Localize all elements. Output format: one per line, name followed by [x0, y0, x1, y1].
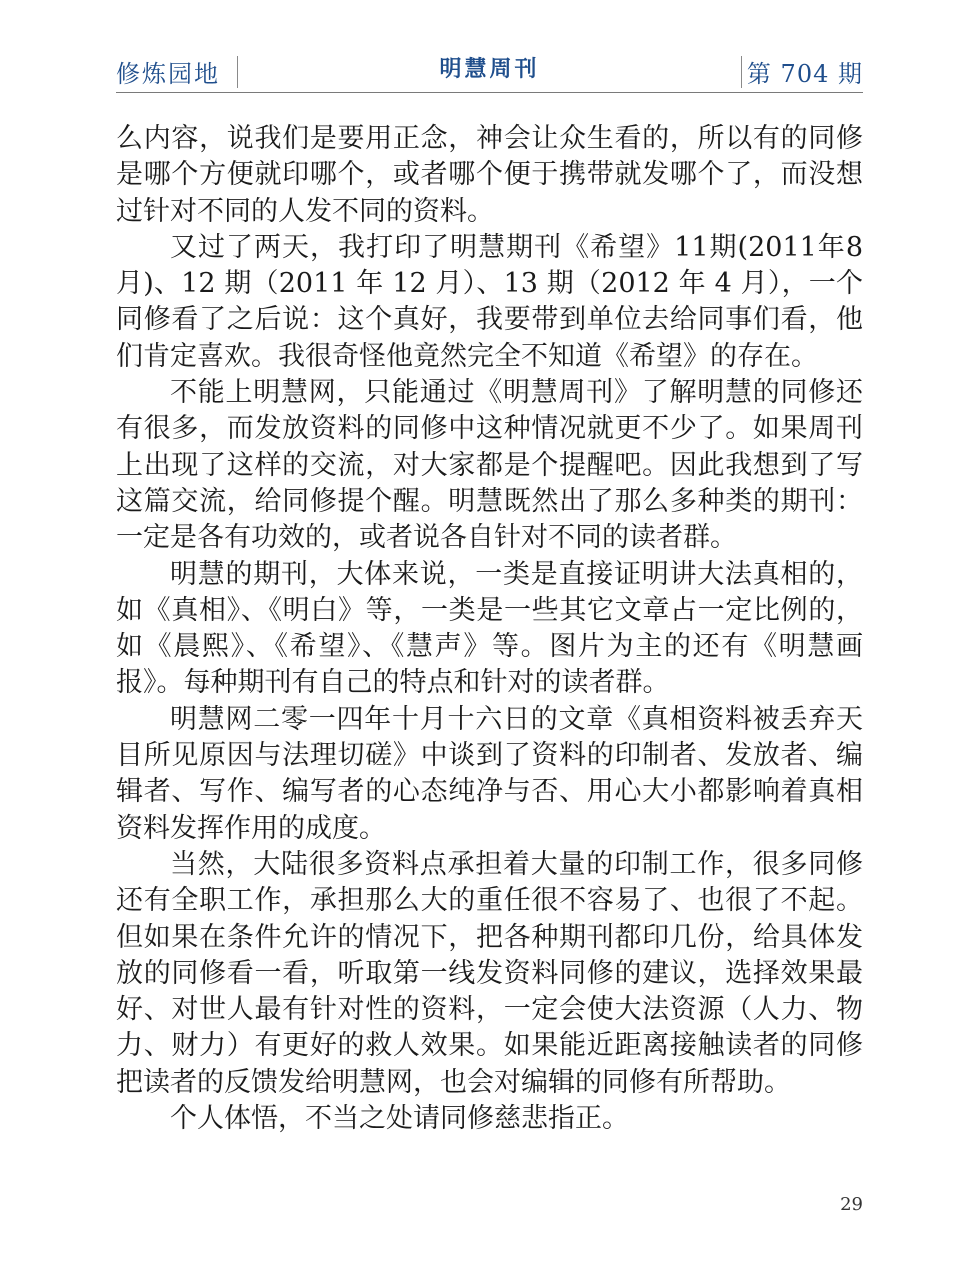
paragraph: 明慧的期刊，大体来说，一类是直接证明讲大法真相的，如《真相》、《明白》等，一类是一些其它文章占一定比例的，如《晨熙》、《希望》、《慧声》等。图片为主的还有《明慧画报》。每种期刊有自己的特点和针对的读者群。 — [116, 558, 863, 699]
paragraph: 明慧网二零一四年十月十六日的文章《真相资料被丢弃天目所见原因与法理切磋》中谈到了资料的印制者、发放者、编辑者、写作、编写者的心态纯净与否、用心大小都影响着真相资料发挥作用的成度。 — [116, 703, 863, 844]
page-number: 29 — [840, 1194, 863, 1215]
article-body — [116, 121, 863, 1137]
publication-title: 明慧周刊 — [439, 57, 540, 82]
header-divider-right — [741, 56, 742, 88]
paragraph: 不能上明慧网，只能通过《明慧周刊》了解明慧的同修还有很多，而发放资料的同修中这种情况就更不少了。如果周刊上出现了这样的交流，对大家都是个提醒吧。因此我想到了写这篇交流，给同修提个醒。明慧既然出了那么多种类的期刊：一定是各有功效的，或者说各自针对不同的读者群。 — [116, 377, 863, 554]
header-rule — [116, 92, 863, 93]
page-header — [116, 50, 863, 90]
issue-number: 第 704 期 — [746, 60, 863, 88]
paragraph: 个人体悟，不当之处请同修慈悲指正。 — [170, 1103, 629, 1135]
section-title: 修炼园地 — [116, 60, 220, 88]
paragraph: 当然，大陆很多资料点承担着大量的印制工作，很多同修还有全职工作，承担那么大的重任很不容易了、也很了不起。但如果在条件允许的情况下，把各种期刊都印几份，给具体发放的同修看一看，听取第一线发资料同修的建议，选择效果最好、对世人最有针对性的资料，一定会使大法资源（人力、物力、财力）有更好的救人效果。如果能近距离接触读者的同修把读者的反馈发给明慧网，也会对编辑的同修有所帮助。 — [116, 848, 863, 1098]
paragraph: 么内容，说我们是要用正念，神会让众生看的，所以有的同修是哪个方便就印哪个，或者哪个便于携带就发哪个了，而没想过针对不同的人发不同的资料。 — [116, 123, 863, 227]
paragraph: 又过了两天，我打印了明慧期刊《希望》11期(2011年8月)、12 期（2011 年 12 月）、13 期（2012 年 4 月），一个同修看了之后说：这个真好，我要带到单位去给同事们看，他们肯定喜欢。我很奇怪他竟然完全不知道《希望》的存在。 — [116, 231, 863, 372]
